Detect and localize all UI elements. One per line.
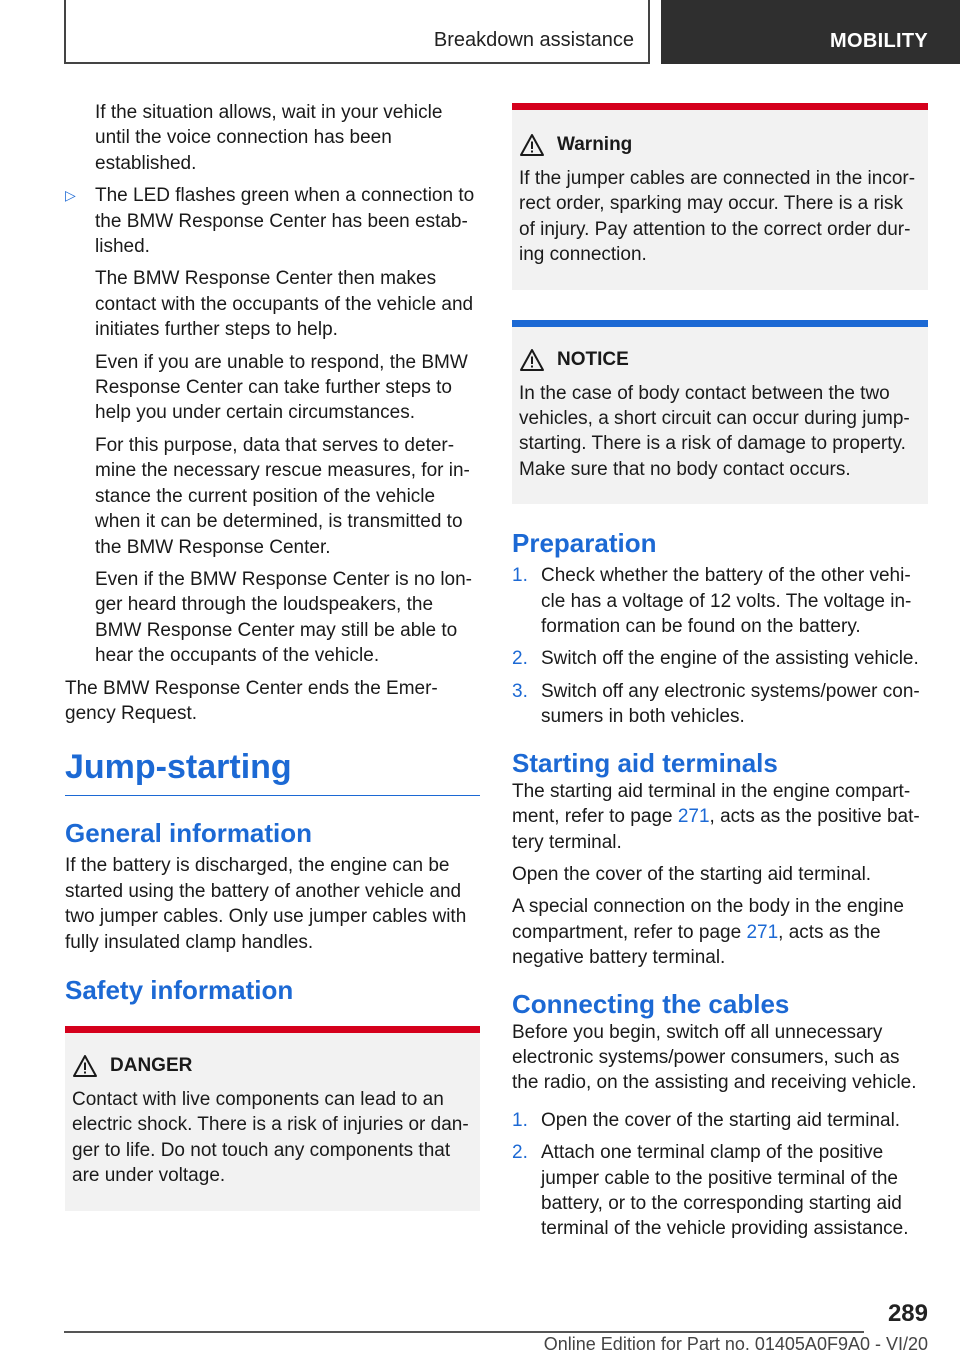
page-number: 289 bbox=[887, 1300, 928, 1327]
list-item bbox=[512, 1140, 928, 1242]
warning-title-row bbox=[519, 130, 921, 160]
warning-triangle-icon bbox=[519, 348, 545, 372]
heading-safety-information: Safety information bbox=[65, 974, 294, 1005]
text-fragment: , acts as the positive bat-tery terminal. bbox=[512, 806, 920, 853]
heading-jump-starting: Jump-starting bbox=[65, 748, 480, 796]
paragraph-unable: Even if you are unable to respond, the BMW Response Center can take further steps to help you under certain circumstances. bbox=[95, 351, 468, 424]
connecting-list bbox=[512, 1108, 928, 1242]
warning-triangle-icon bbox=[519, 133, 545, 157]
list-number: 1. bbox=[512, 565, 528, 587]
paragraph-general: If the battery is discharged, the engine can be started using the battery of another vehicle and two jumper cables. Only use jumper cables with fully insulated clamp handles. bbox=[65, 855, 467, 953]
list-text: Check whether the battery of the other vehi-cle has a voltage of 12 volts. The voltage in-formation can be found on the battery. bbox=[541, 565, 912, 638]
list-number: 1. bbox=[512, 1109, 528, 1131]
text-fragment: A special connection on the body in the engine compartment, refer to page bbox=[512, 896, 904, 943]
text-fragment: The starting aid terminal in the engine compart-ment, refer to page bbox=[512, 780, 911, 828]
warning-notice-box bbox=[512, 103, 928, 290]
list-number: 2. bbox=[512, 1142, 528, 1164]
right-column bbox=[512, 103, 928, 1249]
list-text: Open the cover of the starting aid terminal. bbox=[541, 1109, 901, 1131]
danger-text: Contact with live components can lead to an electric shock. There is a risk of injuries or dan-ger to life. Do not touch any components that are under voltage. bbox=[72, 1088, 469, 1187]
paragraph-wait: If the situation allows, wait in your vehicle until the voice connection has been established. bbox=[95, 102, 443, 174]
heading-general-information: General information bbox=[65, 818, 313, 849]
list-number: 2. bbox=[512, 648, 528, 670]
paragraph-positive-terminal bbox=[512, 779, 928, 855]
notice-title-row bbox=[519, 345, 921, 375]
list-item bbox=[512, 563, 928, 639]
notice-text: In the case of body contact between the two vehicles, a short circuit can occur during jump-starting. There is a risk of damage to property. Make sure that no body contact occurs. bbox=[519, 382, 910, 480]
footer-edition: Online Edition for Part no. 01405A0F9A0 - VI/20 bbox=[543, 1334, 928, 1354]
list-item bbox=[512, 679, 928, 730]
list-text: Switch off any electronic systems/power con-sumers in both vehicles. bbox=[541, 680, 920, 728]
bullet-triangle-icon: ▷ bbox=[65, 187, 76, 204]
list-item bbox=[512, 1108, 928, 1133]
paragraph-data: For this purpose, data that serves to deter-mine the necessary rescue measures, for in-stance the current position of the vehicle when it can be determined, is transmitted to the BMW Response Center. bbox=[95, 434, 470, 558]
left-column bbox=[65, 100, 480, 1211]
warning-title: Warning bbox=[557, 134, 633, 155]
warning-text: If the jumper cables are connected in the incor-rect order, sparking may occur. There is a risk of injury. Pay attention to the correct order dur-ing connection. bbox=[519, 168, 916, 266]
page-link-271[interactable]: 271 bbox=[677, 806, 710, 828]
paragraph-negative-terminal bbox=[512, 894, 928, 970]
paragraph-before-begin: Before you begin, switch off all unnecessary electronic systems/power consumers, such as the radio, on the assisting and receiving vehicle. bbox=[512, 1021, 917, 1094]
bullet-item-led bbox=[65, 183, 480, 259]
list-item bbox=[512, 646, 928, 671]
paragraph-contact: The BMW Response Center then makes contact with the occupants of the vehicle and initiates further steps to help. bbox=[95, 268, 474, 341]
paragraph-ends: The BMW Response Center ends the Emer-gency Request. bbox=[65, 677, 438, 724]
bullet-text: The LED flashes green when a connection to the BMW Response Center has been estab-lished. bbox=[95, 185, 475, 258]
notice-box bbox=[512, 320, 928, 505]
list-text: Attach one terminal clamp of the positive jumper cable to the positive terminal of the battery, or to the corresponding starting aid terminal of the vehicle providing assistance. bbox=[541, 1142, 909, 1240]
list-number: 3. bbox=[512, 680, 528, 702]
paragraph-open-cover: Open the cover of the starting aid terminal. bbox=[512, 863, 872, 885]
danger-notice-box bbox=[65, 1026, 480, 1211]
danger-title: DANGER bbox=[110, 1054, 193, 1076]
paragraph-loudspeakers: Even if the BMW Response Center is no lon-ger heard through the loudspeakers, the BMW Response Center may still be able to hear the occupants of the vehicle. bbox=[95, 568, 473, 667]
danger-title-row bbox=[72, 1051, 473, 1081]
heading-connecting-the-cables: Connecting the cables bbox=[512, 988, 790, 1019]
footer-divider bbox=[64, 1331, 864, 1333]
header-chapter-title: MOBILITY bbox=[830, 29, 928, 52]
header-section-box bbox=[64, 0, 650, 64]
header-section-title: Breakdown assistance bbox=[433, 28, 634, 51]
header-chapter-tab bbox=[661, 0, 960, 64]
heading-preparation: Preparation bbox=[512, 528, 657, 559]
notice-title: NOTICE bbox=[557, 348, 629, 370]
warning-triangle-icon bbox=[72, 1054, 98, 1078]
heading-starting-aid-terminals: Starting aid terminals bbox=[512, 747, 778, 778]
list-text: Switch off the engine of the assisting vehicle. bbox=[541, 648, 919, 670]
text-fragment: , acts as the negative battery terminal. bbox=[512, 921, 881, 969]
page-link-271[interactable]: 271 bbox=[746, 921, 779, 943]
preparation-list bbox=[512, 563, 928, 729]
